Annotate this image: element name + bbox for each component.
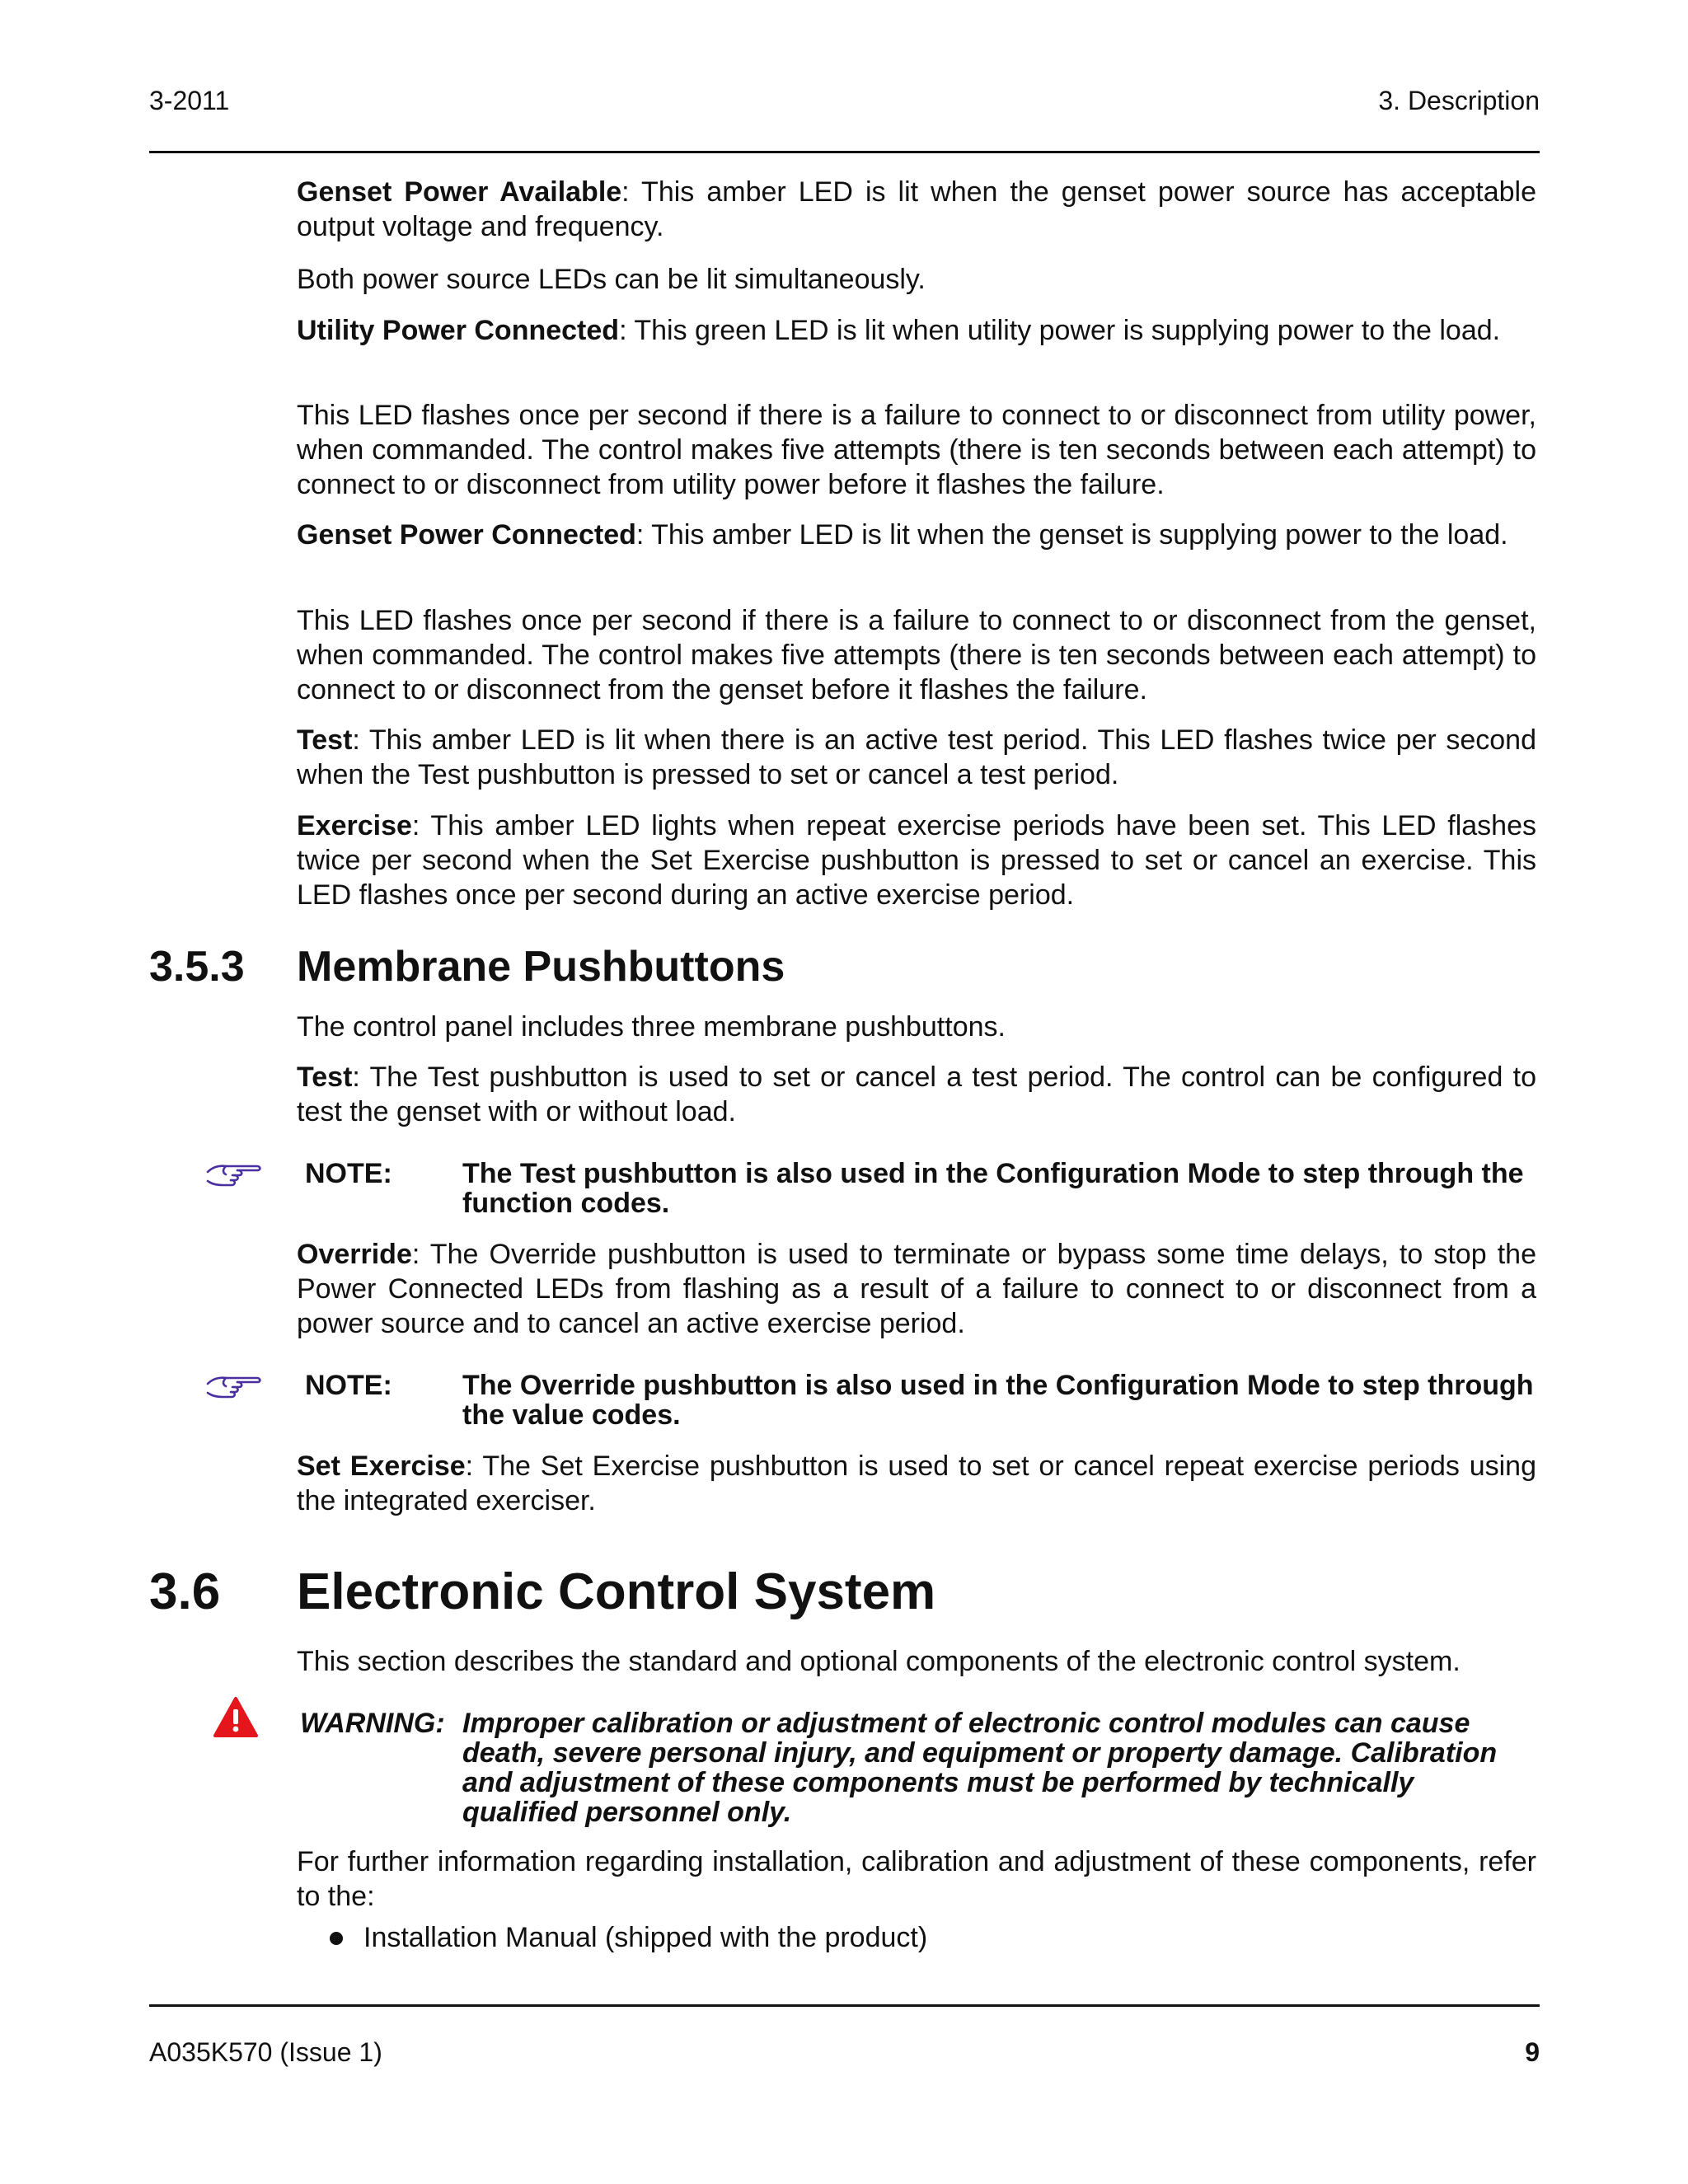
- pointing-hand-icon: [204, 1371, 264, 1404]
- note-label: NOTE:: [305, 1158, 392, 1189]
- footer-rule: [149, 2004, 1540, 2007]
- paragraph-genset-power-available: [297, 175, 1536, 244]
- term: Exercise: [297, 810, 412, 841]
- header-date: 3-2011: [149, 86, 230, 115]
- paragraph-text: : This amber LED is lit when the genset power source has acceptable output voltage and frequency.: [297, 176, 1536, 242]
- paragraph-text: This LED flashes once per second if there is a failure to connect to or disconnect from utility power, when commanded. The control makes five attempts (there is ten seconds between each attempt) to connect to or disconnect from utility power before it flashes the failure.: [297, 400, 1536, 500]
- term: Utility Power Connected: [297, 315, 620, 346]
- section-title: Electronic Control System: [297, 1563, 936, 1620]
- paragraph-text: This section describes the standard and optional components of the electronic control system.: [297, 1646, 1461, 1677]
- section-number: 3.5.3: [149, 943, 245, 991]
- bullet-icon: [330, 1932, 343, 1945]
- paragraph-set-exercise-pushbutton: [297, 1449, 1536, 1518]
- note-label: NOTE:: [305, 1370, 392, 1401]
- paragraph-text: This LED flashes once per second if there is a failure to connect to or disconnect from the genset, when commanded. The control makes five attempts (there is ten seconds between each attempt) to connect to or disconnect from the genset before it flashes the failure.: [297, 605, 1536, 705]
- paragraph-text: : The Test pushbutton is used to set or cancel a test period. The control can be configured to test the genset with or without load.: [297, 1062, 1536, 1127]
- paragraph-text: : This amber LED is lit when the genset is supplying power to the load.: [635, 519, 1508, 551]
- paragraph-text: : The Override pushbutton is used to terminate or bypass some time delays, to stop the Power Connected LEDs from flashing as a result of a failure to connect to or disconnect from a power source and to cancel an active exercise period.: [297, 1239, 1536, 1339]
- paragraph-genset-power-connected: [297, 518, 1536, 552]
- paragraph-text: : This amber LED lights when repeat exercise periods have been set. This LED flashes twice per second when the Set Exercise pushbutton is pressed to set or cancel an exercise. This LED flashes once per second during an active exercise period.: [297, 810, 1536, 911]
- note-text: The Test pushbutton is also used in the Configuration Mode to step through the function codes.: [462, 1158, 1524, 1219]
- paragraph-utility-power-connected: [297, 313, 1536, 348]
- term: Override: [297, 1239, 412, 1270]
- paragraph-genset-led-flash: [297, 603, 1536, 707]
- paragraph-section-intro: [297, 1644, 1536, 1679]
- paragraph-text: : The Set Exercise pushbutton is used to set or cancel repeat exercise periods using the integrated exerciser.: [297, 1451, 1536, 1516]
- paragraph-utility-led-flash: [297, 398, 1536, 502]
- paragraph-exercise-led: [297, 808, 1536, 912]
- list-item: Installation Manual (shipped with the product): [363, 1922, 928, 1953]
- term: Test: [297, 1062, 353, 1093]
- header-rule: [149, 151, 1540, 153]
- warning-text: Improper calibration or adjustment of electronic control modules can cause death, severe personal injury, and equipment or property damage. Calibration and adjustment of these components must be performed by technically qualified personnel only.: [462, 1708, 1498, 1828]
- paragraph-test-pushbutton: [297, 1060, 1536, 1129]
- paragraph-both-leds: [297, 262, 1536, 297]
- term: Genset Power Available: [297, 176, 622, 208]
- paragraph-text: Both power source LEDs can be lit simultaneously.: [297, 264, 926, 295]
- pointing-hand-icon: [204, 1159, 264, 1192]
- term: Test: [297, 724, 353, 756]
- warning-label: WARNING:: [300, 1708, 445, 1739]
- term: Set Exercise: [297, 1451, 466, 1482]
- term: Genset Power Connected: [297, 519, 636, 551]
- warning-triangle-icon: [213, 1696, 259, 1739]
- paragraph-text: : This green LED is lit when utility power is supplying power to the load.: [619, 315, 1501, 346]
- section-number: 3.6: [149, 1563, 221, 1620]
- paragraph-test-led: [297, 723, 1536, 792]
- paragraph-text: The control panel includes three membrane pushbuttons.: [297, 1011, 1006, 1043]
- paragraph-text: : This amber LED is lit when there is an active test period. This LED flashes twice per second when the Test pushbutton is pressed to set or cancel a test period.: [297, 724, 1536, 790]
- section-title: Membrane Pushbuttons: [297, 943, 785, 991]
- note-text: The Override pushbutton is also used in the Configuration Mode to step through the value codes.: [462, 1370, 1534, 1431]
- footer-document-id: A035K570 (Issue 1): [149, 2037, 382, 2067]
- paragraph-pushbuttons-intro: [297, 1010, 1536, 1044]
- page-number: 9: [1525, 2037, 1540, 2067]
- header-chapter: 3. Description: [1378, 86, 1540, 115]
- paragraph-text: For further information regarding installation, calibration and adjustment of these components, refer to the:: [297, 1846, 1536, 1912]
- paragraph-further-info: [297, 1844, 1536, 1914]
- paragraph-override-pushbutton: [297, 1237, 1536, 1341]
